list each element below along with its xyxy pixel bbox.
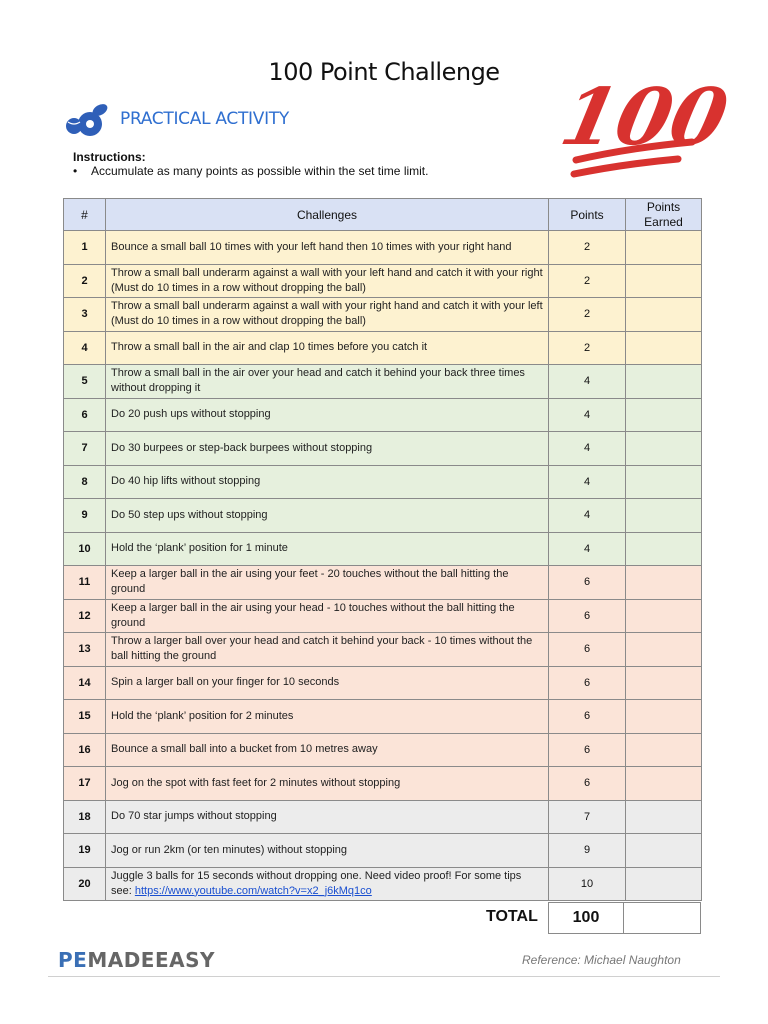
points-value: 4	[549, 432, 626, 466]
table-row	[64, 298, 702, 332]
points-value: 6	[549, 767, 626, 801]
points-earned-field[interactable]	[626, 633, 702, 667]
footer-divider	[48, 976, 720, 977]
challenge-table	[63, 198, 702, 901]
table-row	[64, 633, 702, 667]
sports-balls-icon	[64, 102, 110, 138]
header-points: Points	[549, 199, 626, 231]
points-earned-field[interactable]	[626, 834, 702, 868]
points-value: 7	[549, 800, 626, 834]
challenge-text: Throw a small ball underarm against a wall with your right hand and catch it with your left (Must do 10 times in a row without dropping the ball)	[106, 298, 549, 332]
total-value: 100	[548, 902, 624, 934]
points-earned-field[interactable]	[626, 465, 702, 499]
row-number: 19	[64, 834, 106, 868]
points-value: 2	[549, 264, 626, 298]
table-row	[64, 532, 702, 566]
points-earned-field[interactable]	[626, 432, 702, 466]
challenge-text: Do 70 star jumps without stopping	[106, 800, 549, 834]
points-value: 6	[549, 733, 626, 767]
points-earned-field[interactable]	[626, 532, 702, 566]
points-value: 9	[549, 834, 626, 868]
table-row	[64, 231, 702, 265]
points-earned-field[interactable]	[626, 599, 702, 633]
points-value: 4	[549, 398, 626, 432]
hundred-points-text: 100	[553, 70, 736, 163]
points-value: 2	[549, 298, 626, 332]
row-number: 5	[64, 365, 106, 399]
challenge-text: Throw a small ball in the air over your head and catch it behind your back three times without dropping it	[106, 365, 549, 399]
challenge-text: Hold the ‘plank’ position for 2 minutes	[106, 700, 549, 734]
challenge-text: Bounce a small ball into a bucket from 10 metres away	[106, 733, 549, 767]
points-value: 2	[549, 331, 626, 365]
reference-text: Reference: Michael Naughton	[522, 953, 681, 967]
table-row	[64, 666, 702, 700]
table-row	[64, 432, 702, 466]
header-points-earned: Points Earned	[626, 199, 702, 231]
points-earned-field[interactable]	[626, 867, 702, 901]
challenge-text: Do 50 step ups without stopping	[106, 499, 549, 533]
total-label: TOTAL	[486, 908, 538, 925]
points-earned-field[interactable]	[626, 666, 702, 700]
challenge-text: Throw a larger ball over your head and catch it behind your back - 10 times without the ball hitting the ground	[106, 633, 549, 667]
table-row	[64, 867, 702, 901]
points-value: 6	[549, 666, 626, 700]
table-row	[64, 599, 702, 633]
challenge-text: Jog or run 2km (or ten minutes) without stopping	[106, 834, 549, 868]
challenge-text: Throw a small ball in the air and clap 10 times before you catch it	[106, 331, 549, 365]
points-value: 6	[549, 599, 626, 633]
row-number: 18	[64, 800, 106, 834]
points-earned-field[interactable]	[626, 700, 702, 734]
table-row	[64, 767, 702, 801]
points-value: 4	[549, 465, 626, 499]
row-number: 6	[64, 398, 106, 432]
table-row	[64, 733, 702, 767]
pemadeeasy-logo: PEMADEEASY	[58, 948, 215, 972]
challenge-text: Hold the ‘plank’ position for 1 minute	[106, 532, 549, 566]
table-row	[64, 800, 702, 834]
table-row	[64, 365, 702, 399]
instructions-text: Accumulate as many points as possible within the set time limit.	[91, 164, 429, 178]
points-value: 6	[549, 566, 626, 600]
points-earned-field[interactable]	[626, 365, 702, 399]
challenge-text: Throw a small ball underarm against a wall with your left hand and catch it with your right (Must do 10 times in a row without dropping the ball)	[106, 264, 549, 298]
header-challenges: Challenges	[106, 199, 549, 231]
points-earned-field[interactable]	[626, 264, 702, 298]
table-row	[64, 398, 702, 432]
row-number: 10	[64, 532, 106, 566]
row-number: 16	[64, 733, 106, 767]
bullet: •	[73, 164, 78, 178]
points-value: 6	[549, 633, 626, 667]
page-title: 100 Point Challenge	[268, 58, 500, 86]
hundred-points-icon	[553, 56, 736, 182]
table-row	[64, 834, 702, 868]
row-number: 12	[64, 599, 106, 633]
table-row	[64, 700, 702, 734]
table-row	[64, 264, 702, 298]
row-number: 14	[64, 666, 106, 700]
challenge-text: Bounce a small ball 10 times with your left hand then 10 times with your right hand	[106, 231, 549, 265]
points-earned-field[interactable]	[626, 800, 702, 834]
table-row	[64, 465, 702, 499]
table-row	[64, 331, 702, 365]
points-earned-field[interactable]	[626, 398, 702, 432]
total-earned-field[interactable]	[623, 902, 701, 934]
points-earned-field[interactable]	[626, 231, 702, 265]
points-value: 6	[549, 700, 626, 734]
header-num: #	[64, 199, 106, 231]
row-number: 2	[64, 264, 106, 298]
activity-label: PRACTICAL ACTIVITY	[120, 109, 289, 129]
row-number: 3	[64, 298, 106, 332]
table-row	[64, 566, 702, 600]
youtube-link[interactable]: https://www.youtube.com/watch?v=x2_j6kMq1co	[134, 884, 372, 897]
challenge-text: Keep a larger ball in the air using your feet - 20 touches without the ball hitting the ground	[106, 566, 549, 600]
points-earned-field[interactable]	[626, 331, 702, 365]
row-number: 4	[64, 331, 106, 365]
challenge-text: Jog on the spot with fast feet for 2 minutes without stopping	[106, 767, 549, 801]
instructions-item	[73, 164, 428, 178]
points-value: 4	[549, 499, 626, 533]
challenge-text: Juggle 3 balls for 15 seconds without dropping one. Need video proof! For some tips see: https://www.youtube.com/watch?v=x2_j6kMq1co	[106, 867, 549, 901]
challenge-text: Do 40 hip lifts without stopping	[106, 465, 549, 499]
row-number: 17	[64, 767, 106, 801]
points-value: 4	[549, 532, 626, 566]
challenge-text: Do 30 burpees or step-back burpees without stopping	[106, 432, 549, 466]
row-number: 8	[64, 465, 106, 499]
points-earned-field[interactable]	[626, 499, 702, 533]
points-earned-field[interactable]	[626, 298, 702, 332]
row-number: 1	[64, 231, 106, 265]
challenge-text: Do 20 push ups without stopping	[106, 398, 549, 432]
points-value: 2	[549, 231, 626, 265]
row-number: 7	[64, 432, 106, 466]
row-number: 20	[64, 867, 106, 901]
points-earned-field[interactable]	[626, 767, 702, 801]
row-number: 15	[64, 700, 106, 734]
instructions-heading: Instructions:	[73, 150, 146, 164]
row-number: 11	[64, 566, 106, 600]
points-value: 10	[549, 867, 626, 901]
points-value: 4	[549, 365, 626, 399]
row-number: 9	[64, 499, 106, 533]
points-earned-field[interactable]	[626, 566, 702, 600]
table-row	[64, 499, 702, 533]
challenge-text: Keep a larger ball in the air using your head - 10 touches without the ball hitting the ground	[106, 599, 549, 633]
points-earned-field[interactable]	[626, 733, 702, 767]
row-number: 13	[64, 633, 106, 667]
challenge-text: Spin a larger ball on your finger for 10 seconds	[106, 666, 549, 700]
